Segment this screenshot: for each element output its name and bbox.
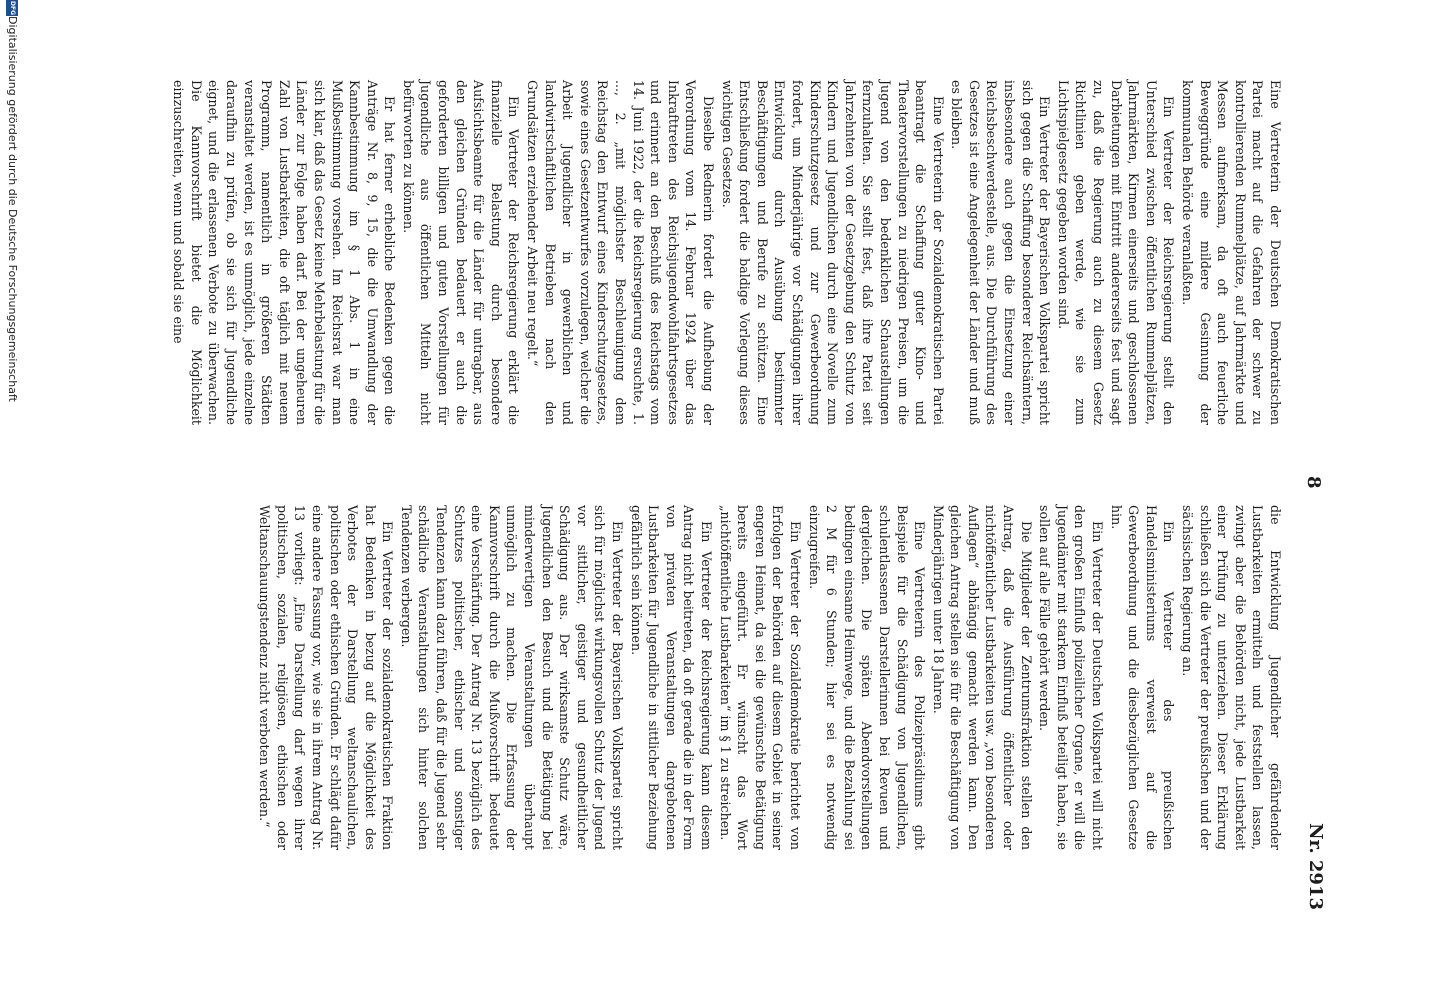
paragraph: die Entwicklung Jugendlicher gefährdender Lustbarkeiten ermitteln und feststellen lassen, zwingt aber die Behörden nicht, jede Lustbarkeit einer Prüfung zu unterziehen. Dieser Erklärung schließen sich die Vertreter der preußischen und der sächsischen Regierung an. — [1180, 505, 1283, 850]
paragraph: Die Mitglieder der Zentrumsfraktion stellen den Antrag, daß die Ausführung öffentlicher oder nichtöffentlicher Lustbarkeiten usw. „von besonderen Auflagen“ abhängig gemacht werden kann. Den gleichen Antrag stellen sie für die Beschäftigung von Minderjährigen unter 18 Jahren. — [930, 505, 1034, 850]
dfg-logo: DFG — [6, 0, 18, 16]
paragraph: Dieselbe Rednerin fordert die Aufhebung der Verordnung vom 14. Februar 1924 über das Inkrafttreten des Reichsjugendwohlfahrtsgesetzes und erinnert an den Beschluß des Reichstags vom 14. Juni 1922, der die Reichsregierung ersuchte, 1. ..., 2. „mit möglichster Beschleunigung dem Reichstag den Entwurf eines Kinderschutzgesetzes, sowie eines Gesetzentwurfes vorzulegen, welcher die Arbeit Jugendlicher in gewerblichen und landwirtschaftlichen Betrieben nach den Grundsätzen erziehender Arbeit neu regelt.“ — [525, 80, 716, 425]
paragraph: Eine Vertreterin des Polizeipräsidiums gibt Beispiele für die Schädigung von Jugendlichen, schulentlassenen Darstellerinnen bei Revuen und dergleichen. Die späten Abendvorstellungen bedingen einsame Heimwege, und die Bezahlung sei 2 M für 6 Stunden; hier sei es notwendig einzugreifen. — [806, 505, 928, 850]
paragraph: Eine Vertreterin der Sozialdemokratischen Partei beantragt die Schaffung guter Kino- und Theatervorstellungen zu niedrigen Preisen, um die Jugend von den bedenklichen Schaustellungen fernzuhalten. Sie stellt fest, daß ihre Partei seit Jahrzehnten von der Gesetzgebung den Schutz von Kindern und Jugendlichen durch eine Novelle zum Kinderschutzgesetz und zur Gewerbeordnung fordert, um Minderjährige vor Schädigungen ihrer Entwicklung durch Ausübung bestimmter Beschäftigungen und Berufe zu schützen. Eine Entschließung fordert die baldige Vorlegung dieses wichtigen Gesetzes. — [719, 80, 946, 425]
paragraph: Ein Vertreter der Sozialdemokratie berichtet von Erfolgen der Behörden auf diesem Gebiet in seiner engeren Heimat, da sei die gewünschte Betätigung bereits eingeführt. Er wünscht das Wort „nichtöffentliche Lustbarkeiten“ im § 1 zu streichen. — [717, 505, 803, 850]
paragraph: Ein Vertreter der Deutschen Volkspartei will nicht den großen Einfluß polizeilicher Organe, er will die Jugendämter mit starkem Einfluß beteiligt haben, sie sollen auf alle Fälle gehört werden. — [1037, 505, 1106, 850]
paragraph: Ein Vertreter der Reichsregierung erklärt die finanzielle Belastung durch besondere Aufsichtsbeamte für die Länder für untragbar, aus den gleichen Gründen bedauert er auch die geforderten billigen und guten Vorstellungen für Jugendliche aus öffentlichen Mitteln nicht befürworten zu können. — [400, 80, 522, 425]
left-text-column — [169, 80, 1284, 425]
paragraph: Ein Vertreter der Bayerischen Volkspartei spricht sich für möglichst wirkungsvollen Schutz der Jugend vor sittlicher, geistiger und gesundheitlicher Schädigung aus. Der wirksamste Schutz wäre, Jugendlichen den Besuch und die Betätigung bei minderwertigen Veranstaltungen überhaupt unmöglich zu machen. Die Erfassung der Kannvorschrift durch die Mußvorschrift bedeutet eine Verschärfung. Der Antrag Nr. 13 bezüglich des Schutzes politischer, ethischer und sonstiger Tendenzen kann dazu führen, daß für die Jugend sehr schädliche Veranstaltungen sich hinter solchen Tendenzen verbergen. — [398, 505, 626, 850]
paragraph: Ein Vertreter der Reichsregierung stellt den Unterschied zwischen öffentlichen Rummelplätzen, Jahrmärkten, Kirmen einerseits und geschlossenen Darbietungen mit Eintritt andererseits fest und sagt zu, daß die Regierung auch zu diesem Gesetz Richtlinien geben werde, wie sie zum Lichtspielgesetz gegeben worden sind. — [1055, 80, 1177, 425]
issue-number: Nr. 2913 — [1305, 823, 1326, 910]
paragraph: Ein Vertreter der sozialdemokratischen Fraktion hat Bedenken in bezug auf die Möglichkeit des Verbotes der Darstellung weltanschaulichen, politischen oder ethischen Gründen. Er schlägt dafür eine andere Fassung vor, wie sie in ihrem Antrag Nr. 13 vorliegt: „Eine Darstellung darf wegen ihrer politischen, sozialen, religiösen, ethischen oder Weltanschauungstendenz nicht verboten werden.“ — [257, 505, 396, 850]
paragraph: Ein Vertreter der Bayerischen Volkspartei spricht sich gegen die Schaffung besonderer Reichsämtern, insbesondere auch gegen die Einsetzung einer Reichsbeschwerdestelle, aus. Die Durchführung des Gesetzes ist eine Angelegenheit der Länder und muß es bleiben. — [949, 80, 1053, 425]
paragraph: Ein Vertreter der Reichsregierung kann diesem Antrag nicht beitreten, da oft gerade die in der Form von privaten Veranstaltungen dargebotenen Lustbarkeiten für Jugendliche in sittlicher Beziehung gefährlich sein können. — [628, 505, 714, 850]
page-number: 8 — [1303, 476, 1324, 489]
paragraph: Eine Vertreterin der Deutschen Demokratischen Partei macht auf die Gefahren der schwer zu kontrollierenden Rummelplätze, auf Jahrmärkte und Messen aufmerksam, da oft auch feuerliche Beweggründe eine mildere Gesinnung der kommunalen Behörde veranlaßten. — [1180, 80, 1283, 425]
paragraph: Ein Vertreter des preußischen Handelsministeriums verweist auf die Gewerbeordnung und die diesbezüglichen Gesetze hin. — [1108, 505, 1177, 850]
funding-note: Digitalisierung gefördert durch die Deutsche Forschungsgemeinschaft — [6, 16, 19, 402]
right-text-column — [255, 505, 1284, 850]
paragraph: Er hat ferner erhebliche Bedenken gegen die Anträge Nr. 8, 9, 15, die die Umwandlung der Kannbestimmung im § 1 Abs. 1 in eine Mußbestimmung vorsehen. Im Reichsrat war man sich klar, daß das Gesetz keine Mehrbelastung für die Länder zur Folge haben darf. Bei der ungeheuren Zahl von Lustbarkeiten, die oft täglich mit neuem Programm, namentlich in größeren Städten veranstaltet werden, ist es unmöglich, jede einzelne daraufhin zu prüfen, ob sie sich für Jugendliche eignet, und die erlassenen Verbote zu überwachen. Die Kannvorschrift bietet die Möglichkeit einzuschreiten, wenn und sobald sie eine — [171, 80, 398, 425]
